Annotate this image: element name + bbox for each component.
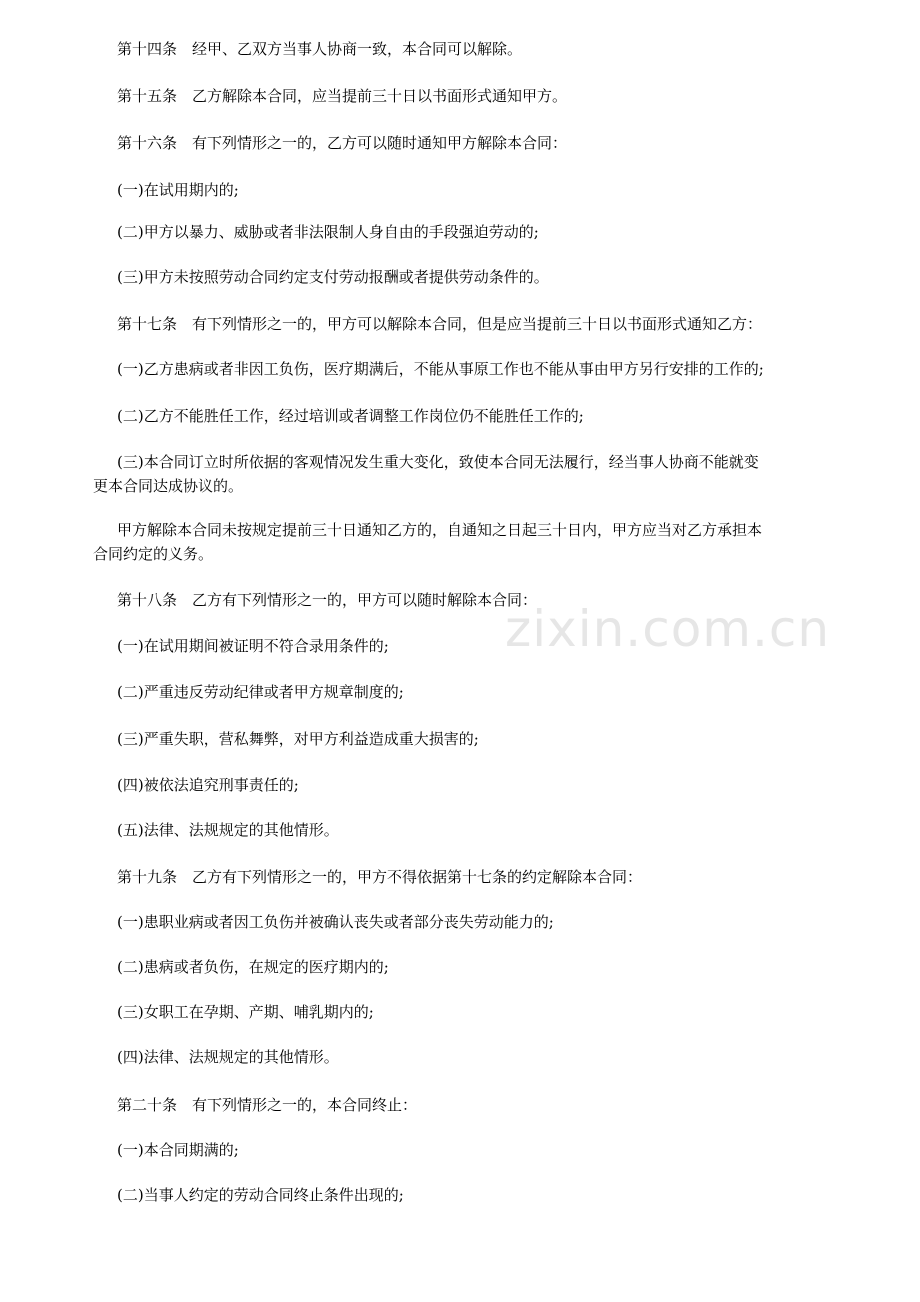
article-14 [117, 37, 823, 61]
article-19-item-1 [117, 910, 823, 934]
article-17-item-2 [117, 404, 823, 428]
article-18-item-5 [117, 818, 823, 842]
article-18-item-3 [117, 727, 823, 751]
paragraph-text: (二)乙方不能胜任工作，经过培训或者调整工作岗位仍不能胜任工作的; [117, 407, 584, 425]
article-16-item-3 [117, 265, 823, 289]
article-16-item-2 [117, 220, 823, 244]
article-16 [117, 131, 823, 155]
paragraph-text: 第十八条 乙方有下列情形之一的，甲方可以随时解除本合同： [117, 591, 538, 609]
paragraph-text: (二)患病或者负伤，在规定的医疗期内的; [117, 958, 389, 976]
article-15 [117, 84, 823, 108]
article-18-item-4 [117, 773, 823, 797]
article-17-item-3 [93, 450, 823, 498]
paragraph-text: (三)甲方未按照劳动合同约定支付劳动报酬或者提供劳动条件的。 [117, 268, 549, 286]
article-19-item-3 [117, 1000, 823, 1024]
article-16-item-1 [117, 178, 823, 202]
paragraph-text: (二)甲方以暴力、威胁或者非法限制人身自由的手段强迫劳动的; [117, 223, 539, 241]
article-20-item-2 [117, 1183, 823, 1207]
article-19 [117, 865, 823, 889]
paragraph-text: (三)本合同订立时所依据的客观情况发生重大变化，致使本合同无法履行，经当事人协商不能就变 [117, 453, 759, 471]
paragraph-text: (一)在试用期间被证明不符合录用条件的; [117, 637, 389, 655]
article-19-item-2 [117, 955, 823, 979]
paragraph-text: 第十五条 乙方解除本合同，应当提前三十日以书面形式通知甲方。 [117, 87, 568, 105]
paragraph-text: (一)在试用期内的; [117, 181, 239, 199]
paragraph-text: (二)严重违反劳动纪律或者甲方规章制度的; [117, 683, 404, 701]
article-17 [117, 312, 823, 336]
paragraph-text: (一)本合同期满的; [117, 1141, 239, 1159]
paragraph-text: (二)当事人约定的劳动合同终止条件出现的; [117, 1186, 404, 1204]
paragraph-text: 第十七条 有下列情形之一的，甲方可以解除本合同，但是应当提前三十日以书面形式通知乙方： [117, 315, 763, 333]
paragraph-text: 第二十条 有下列情形之一的，本合同终止： [117, 1096, 418, 1114]
paragraph-text-continued: 合同约定的义务。 [93, 545, 214, 563]
article-17-notice [93, 518, 823, 566]
paragraph-text: 第十四条 经甲、乙双方当事人协商一致，本合同可以解除。 [117, 40, 523, 58]
article-17-item-1 [117, 357, 823, 381]
article-18-item-2 [117, 680, 823, 704]
paragraph-text-continued: 更本合同达成协议的。 [93, 477, 244, 495]
watermark: zixin.com.cn [505, 600, 831, 658]
article-20-item-1 [117, 1138, 823, 1162]
paragraph-text: (四)被依法追究刑事责任的; [117, 776, 299, 794]
paragraph-text: 第十九条 乙方有下列情形之一的，甲方不得依据第十七条的约定解除本合同： [117, 868, 643, 886]
paragraph-text: (三)女职工在孕期、产期、哺乳期内的; [117, 1003, 374, 1021]
article-20 [117, 1093, 823, 1117]
article-19-item-4 [117, 1045, 823, 1069]
paragraph-text: (五)法律、法规规定的其他情形。 [117, 821, 339, 839]
paragraph-text: 甲方解除本合同未按规定提前三十日通知乙方的，自通知之日起三十日内，甲方应当对乙方承担本 [117, 521, 763, 539]
paragraph-text: 第十六条 有下列情形之一的，乙方可以随时通知甲方解除本合同： [117, 134, 568, 152]
paragraph-text: (一)乙方患病或者非因工负伤，医疗期满后，不能从事原工作也不能从事由甲方另行安排的工作的; [117, 360, 764, 378]
paragraph-text: (一)患职业病或者因工负伤并被确认丧失或者部分丧失劳动能力的; [117, 913, 554, 931]
paragraph-text: (三)严重失职，营私舞弊，对甲方利益造成重大损害的; [117, 730, 479, 748]
paragraph-text: (四)法律、法规规定的其他情形。 [117, 1048, 339, 1066]
